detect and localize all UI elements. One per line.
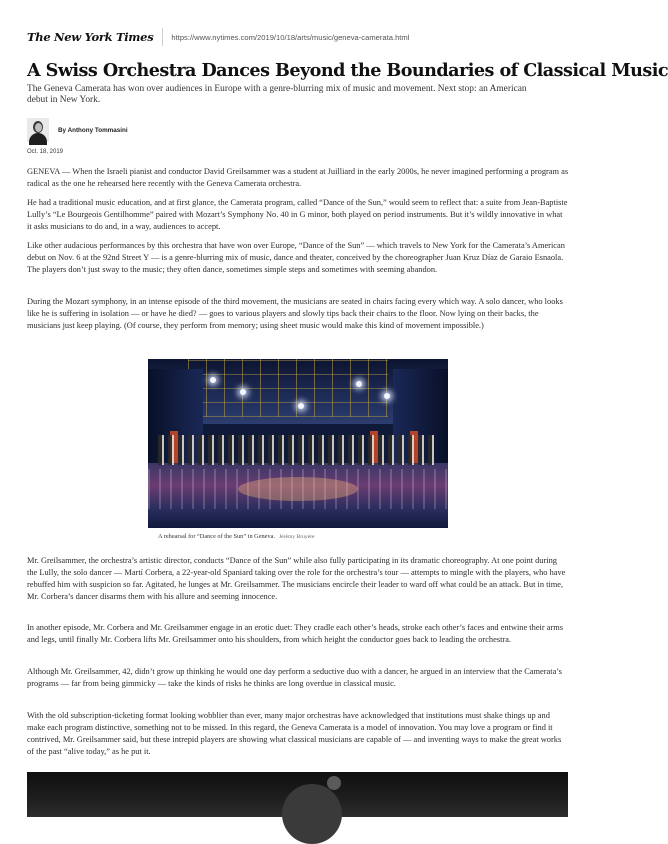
masthead-divider xyxy=(162,28,163,46)
publish-date: Oct. 18, 2019 xyxy=(27,149,64,155)
photo-caption xyxy=(158,533,315,540)
rehearsal-photo xyxy=(148,359,448,528)
caption-text: A rehearsal for “Dance of the Sun” in Geneva. xyxy=(158,533,275,540)
article-paragraph: In another episode, Mr. Corbera and Mr. Greilsammer engage in an erotic duet: They cradle each other’s heads, stroke each other’s faces and entwine their arms and legs, until finally Mr. Corbera lifts Mr. Greilsammer onto his shoulders, from which height the conductor goes back to leading the orchestra. xyxy=(27,623,564,644)
author-avatar xyxy=(27,118,49,142)
article-summary: The Geneva Camerata has won over audiences in Europe with a genre-blurring mix of music and movement. Next stop: an American debut in New York. xyxy=(27,84,527,106)
article-paragraph: GENEVA — When the Israeli pianist and conductor David Greilsammer was a student at Juilliard in the early 2000s, he never imagined performing a program as radical as the one he rehearsed here recently with the Geneva Camerata orchestra. xyxy=(27,167,569,188)
article-paragraph: Mr. Greilsammer, the orchestra’s artistic director, conducts “Dance of the Sun” while also fully participating in its dramatic choreography. At one point during the Lully, the solo dancer — Martí Corbera, a 22-year-old Spaniard taking over the role for the orchestra’s tour — attempts to mingle with the players, who have rebuffed him with suspicion so far. Agitated, he lunges at Mr. Greilsammer. The musicians encircle their leader to ward off what could be an attack. But in time, Mr. Corbera’s dancer disarms them with his allure and seeming innocence. xyxy=(27,556,566,601)
article-headline: A Swiss Orchestra Dances Beyond the Boundaries of Classical Music xyxy=(27,60,668,81)
article-paragraph: Like other audacious performances by this orchestra that have won over Europe, “Dance of the Sun” — which travels to New York for the Camerata’s American debut on Nov. 6 at the 92nd Street Y — is a genre-blurring mix of music, dance and theater, conceived by the choreographer Juan Kruz Díaz de Garaio Esnaola. The players don’t just sway to the music; they often dance, sometimes simple steps and sometimes with seeming abandon. xyxy=(27,241,565,274)
nyt-logo[interactable]: The New York Times xyxy=(27,30,154,44)
article-url[interactable]: https://www.nytimes.com/2019/10/18/arts/music/geneva-camerata.html xyxy=(171,32,410,42)
photo-credit: Jérémy Bruyère xyxy=(278,534,315,540)
author-name[interactable]: By Anthony Tommasini xyxy=(58,126,128,134)
article-paragraph: With the old subscription-ticketing format looking wobblier than ever, many major orchestras have acknowledged that institutions must shake things up and make each program distinctive, something not to be missed. In this regard, the Geneva Camerata is a model of innovation. You may love a program or find it contrived, Mr. Greilsammer said, but these intrepid players are showing what classical musicians are capable of — and inventing ways to make the great works of the past “alive today,” as he put it. xyxy=(27,711,562,756)
article-paragraph: During the Mozart symphony, in an intense episode of the third movement, the musicians are seated in chairs facing every which way. A solo dancer, who looks like he is suffering in isolation — or have he died? — goes to various players and slowly tips back their chairs to the floor. Now lying on their backs, the musicians just keep playing. (Of course, they perform from memory; using sheet music would make this kind of movement impossible.) xyxy=(27,297,563,330)
article-paragraph: He had a traditional music education, and at first glance, the Camerata program, called “Dance of the Sun,” would seem to reflect that: a suite from Jean-Baptiste Lully’s “Le Bourgeois Gentilhomme” paired with Mozart’s Symphony No. 40 in G minor, both played on period instruments. But it’s wildly innovative in what it asks musicians to do and, in a way, audiences to accept. xyxy=(27,198,568,231)
article-photo-partial xyxy=(27,772,568,817)
article-paragraph: Although Mr. Greilsammer, 42, didn’t grow up thinking he would one day perform a seductive duo with a dancer, he argued in an interview that the Camerata’s programs — far from being gimmicky — take the kinds of risks he thinks are long overdue in classical music. xyxy=(27,667,562,688)
masthead xyxy=(27,28,409,46)
byline xyxy=(27,118,128,142)
